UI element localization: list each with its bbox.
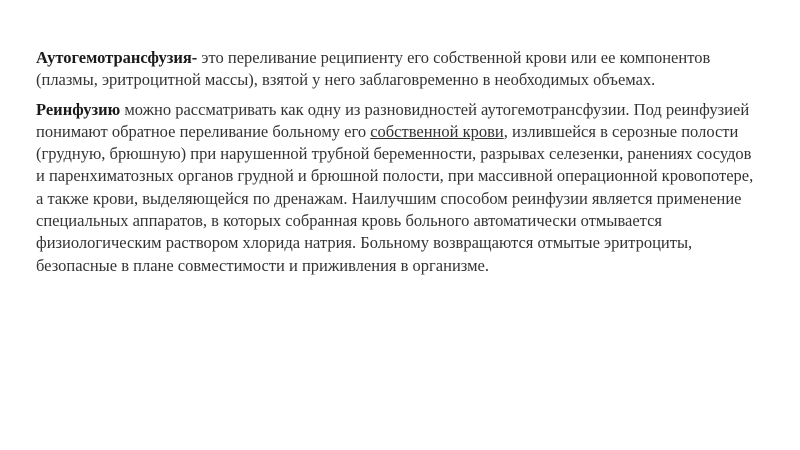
reinfusion-term: Реинфузию	[36, 99, 121, 119]
autohemotransfusion-definition	[36, 47, 761, 92]
autohemotransfusion-term: Аутогемотрансфузия-	[36, 48, 198, 67]
autohemotransfusion-text: это переливание реципиенту его собственной крови или ее компонентов (плазмы, эритроцитной массы), взятой у него заблаговременно в необходимых объемах.	[36, 48, 711, 90]
own-blood-link[interactable]: собственной крови	[370, 121, 504, 141]
reinfusion-text-start: можно рассматривать как одну из разновидностей аутогемотрансфузии. Под реинфузией понимают обратное переливание больному его	[36, 99, 750, 141]
reinfusion-paragraph	[36, 99, 761, 277]
slide-text-body	[36, 47, 761, 277]
reinfusion-text-end: , излившейся в серозные полости (грудную, брюшную) при нарушенной трубной беременности, разрывах селезенки, ранениях сосудов и паренхиматозных органов грудной и брюшной полости, при массивной операционной кровопотере, а также крови, выделяющейся по дренажам. Наилучшим способом реинфузии является применение специальных аппаратов, в которых собранная кровь больного автоматически отмывается физиологическим раствором хлорида натрия. Больному возвращаются отмытые эритроциты, безопасные в плане совместимости и приживления в организме.	[36, 121, 754, 275]
